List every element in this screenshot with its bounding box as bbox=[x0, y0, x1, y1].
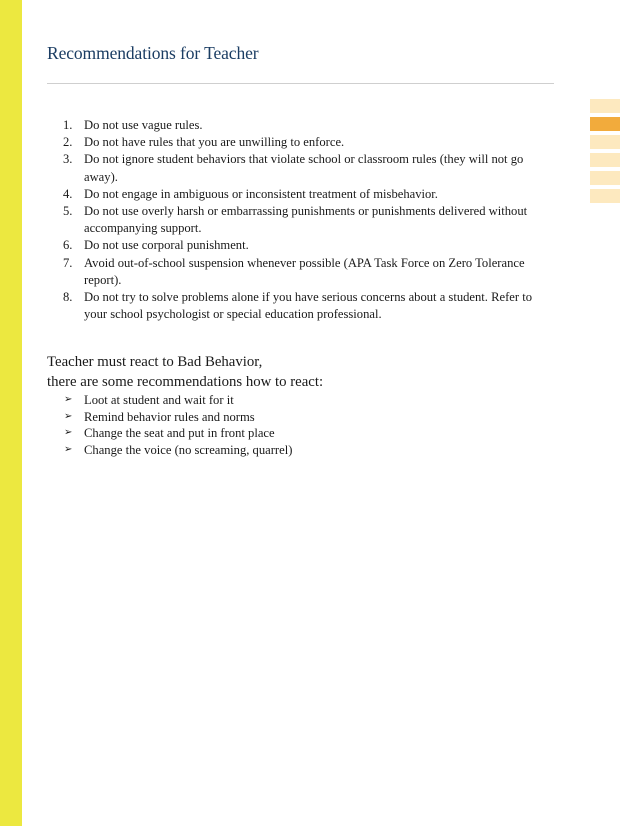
item-number: 3. bbox=[63, 152, 73, 167]
list-item bbox=[47, 134, 557, 151]
list-item bbox=[47, 392, 547, 409]
react-recommendations-list bbox=[47, 392, 547, 458]
side-block bbox=[590, 171, 620, 185]
page-title: Recommendations for Teacher bbox=[47, 43, 259, 63]
item-text: Do not engage in ambiguous or inconsistent treatment of misbehavior. bbox=[84, 186, 438, 201]
recommendations-list bbox=[47, 117, 557, 323]
item-text: Do not try to solve problems alone if you have serious concerns about a student. Refer to your school psychologist or special education professional. bbox=[84, 290, 533, 322]
list-item bbox=[47, 442, 547, 459]
item-text: Change the voice (no screaming, quarrel) bbox=[84, 442, 293, 457]
list-item bbox=[47, 203, 557, 237]
item-text: Do not use vague rules. bbox=[84, 118, 203, 132]
item-number: 1. bbox=[63, 118, 73, 132]
list-item bbox=[47, 151, 557, 185]
item-number: 6. bbox=[63, 238, 73, 253]
item-text: Change the seat and put in front place bbox=[84, 426, 275, 440]
side-block bbox=[590, 99, 620, 113]
item-text: Do not have rules that you are unwilling to enforce. bbox=[84, 135, 345, 150]
item-text: Avoid out-of-school suspension whenever possible (APA Task Force on Zero Tolerance report). bbox=[84, 255, 525, 287]
heading-line: there are some recommendations how to react: bbox=[47, 373, 324, 390]
list-item bbox=[47, 186, 557, 203]
left-accent-bar bbox=[0, 0, 22, 826]
item-number: 8. bbox=[63, 290, 73, 305]
arrowhead-bullet-icon: ➢ bbox=[64, 427, 73, 438]
arrowhead-bullet-icon: ➢ bbox=[64, 443, 73, 455]
list-item bbox=[47, 409, 547, 426]
heading-line: Teacher must react to Bad Behavior, bbox=[47, 354, 263, 370]
item-text: Do not use corporal punishment. bbox=[84, 238, 249, 253]
list-item bbox=[47, 289, 557, 323]
side-block bbox=[590, 189, 620, 203]
item-number: 7. bbox=[63, 255, 73, 270]
list-item bbox=[47, 255, 557, 289]
title-divider bbox=[47, 83, 554, 84]
item-text: Do not ignore student behaviors that violate school or classroom rules (they will not go away). bbox=[84, 152, 524, 184]
arrowhead-bullet-icon: ➢ bbox=[64, 394, 73, 405]
side-block bbox=[590, 135, 620, 149]
item-text: Do not use overly harsh or embarrassing punishments or punishments delivered without accompanying support. bbox=[84, 204, 528, 236]
item-text: Remind behavior rules and norms bbox=[84, 409, 255, 424]
side-tab-blocks bbox=[590, 99, 620, 207]
item-number: 2. bbox=[63, 135, 73, 150]
arrowhead-bullet-icon: ➢ bbox=[64, 410, 73, 422]
react-section-heading bbox=[47, 353, 547, 392]
side-block bbox=[590, 153, 620, 167]
list-item bbox=[47, 237, 557, 254]
list-item bbox=[47, 117, 557, 134]
item-text: Loot at student and wait for it bbox=[84, 393, 234, 407]
list-item bbox=[47, 425, 547, 442]
item-number: 5. bbox=[63, 204, 73, 219]
item-number: 4. bbox=[63, 186, 73, 201]
side-block-active bbox=[590, 117, 620, 131]
